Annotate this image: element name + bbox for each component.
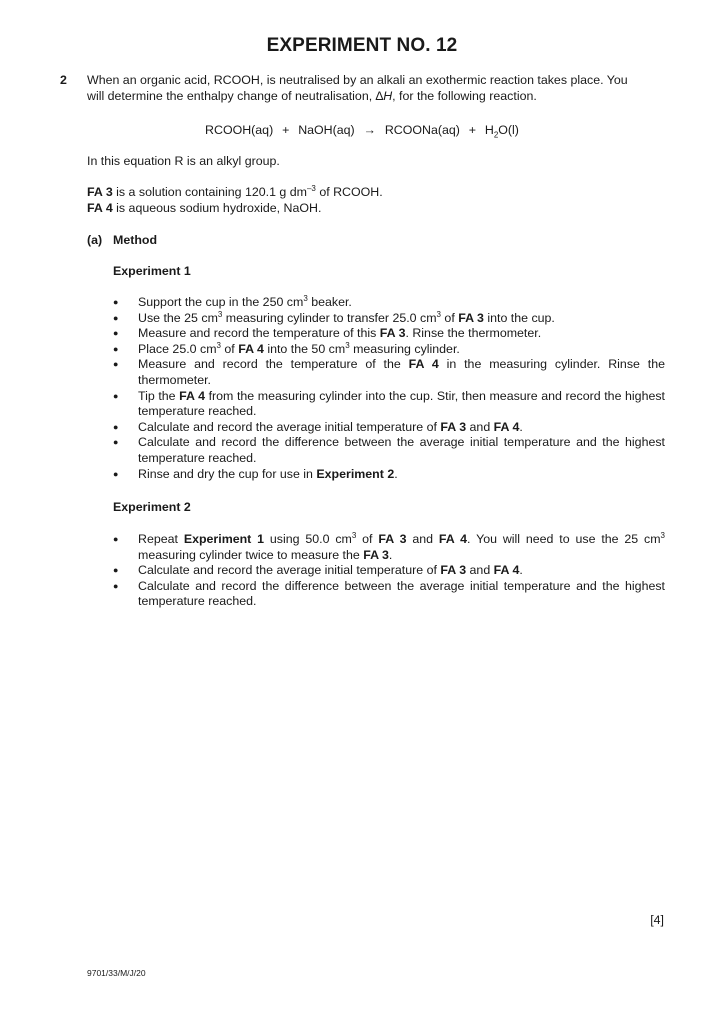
- list-item: [113, 579, 665, 610]
- fa3-text: is a solution containing 120.1 g dm: [112, 185, 307, 199]
- step-text: measuring cylinder.: [349, 341, 460, 356]
- step-bold: FA 3: [363, 547, 389, 562]
- step-text: Measure and record the temperature of the: [138, 357, 409, 372]
- step-text: of: [356, 532, 379, 546]
- step-text: Rinse and dry the cup for use in: [138, 466, 317, 481]
- experiment-2-steps: [113, 532, 665, 610]
- step-text: measuring cylinder to transfer 25.0 cm: [222, 310, 437, 325]
- marks-allocation: [4]: [650, 913, 664, 927]
- superscript: 3: [660, 530, 665, 540]
- list-item: [113, 357, 665, 388]
- experiment-1-heading: Experiment 1: [113, 264, 191, 278]
- superscript: 3: [303, 293, 308, 303]
- step-bold: FA 4: [238, 341, 264, 356]
- step-text: Use the 25 cm: [138, 310, 218, 325]
- list-item: [113, 295, 665, 311]
- step-bold: FA 4: [493, 419, 520, 434]
- step-text: of: [220, 341, 239, 356]
- experiment-1-steps: [113, 295, 665, 482]
- part-letter: (a): [87, 233, 103, 247]
- step-text: .: [388, 547, 393, 562]
- superscript: 3: [436, 309, 441, 319]
- question-intro: [87, 73, 667, 104]
- enthalpy-symbol: H: [383, 88, 393, 103]
- step-bold: FA 3: [378, 532, 407, 546]
- step-text: Calculate and record the average initial temperature of: [138, 419, 441, 434]
- step-text: .: [394, 466, 398, 481]
- step-text: Support the cup in the 250 cm: [138, 295, 304, 309]
- step-bold: FA 4: [408, 357, 439, 372]
- list-item: [113, 435, 665, 466]
- r-group-note: In this equation R is an alkyl group.: [87, 154, 280, 168]
- page-title: EXPERIMENT NO. 12: [266, 35, 458, 56]
- superscript: 3: [345, 340, 350, 350]
- step-text: into the 50 cm: [263, 341, 346, 356]
- equation-text: RCOOH(aq) + NaOH(aq) → RCOONa(aq) + H: [205, 123, 494, 137]
- step-text: in the measuring cylinder. Rinse the thermometer.: [138, 357, 665, 387]
- list-item: [113, 420, 665, 436]
- step-text: and: [466, 563, 494, 578]
- solutions-description: [87, 185, 667, 216]
- step-bold: FA 3: [440, 563, 467, 578]
- intro-line-1: When an organic acid, RCOOH, is neutralised by an alkali an exothermic reaction takes place. You: [87, 73, 628, 87]
- intro-line-2: will determine the enthalpy change of neutralisation,: [87, 88, 376, 103]
- list-item: [113, 389, 665, 420]
- step-text: beaker.: [307, 295, 352, 309]
- intro-line-2-end: , for the following reaction.: [392, 88, 537, 103]
- equation-end: O(l): [498, 123, 519, 137]
- reaction-equation: [0, 123, 724, 139]
- list-item: [113, 311, 665, 327]
- step-bold: FA 4: [438, 532, 467, 546]
- fa3-superscript: –3: [306, 183, 316, 193]
- step-bold: Experiment 1: [183, 532, 265, 546]
- step-text: Tip the: [138, 388, 180, 403]
- step-text: . You will need to use the 25 cm: [467, 532, 661, 546]
- fa4-label: FA 4: [87, 200, 113, 215]
- step-bold: FA 3: [458, 310, 484, 325]
- step-text: Calculate and record the average initial temperature of: [138, 563, 441, 578]
- fa3-description: [87, 185, 667, 201]
- question-number: 2: [60, 73, 67, 87]
- fa4-text: is aqueous sodium hydroxide, NaOH.: [112, 200, 322, 215]
- list-item: [113, 467, 665, 483]
- equation-subscript: 2: [493, 130, 499, 140]
- step-text: into the cup.: [483, 310, 555, 325]
- part-title: Method: [113, 233, 158, 247]
- step-text: Place 25.0 cm: [138, 341, 217, 356]
- part-a-heading: [87, 233, 667, 249]
- superscript: 3: [217, 309, 223, 319]
- step-text: and: [406, 532, 439, 546]
- superscript: 3: [351, 530, 357, 540]
- step-text: Calculate and record the difference between the average initial temperature and the highest temperature reached.: [138, 435, 665, 465]
- step-text: . Rinse the thermometer.: [405, 326, 542, 341]
- step-bold: FA 4: [179, 388, 206, 403]
- fa3-text-end: of RCOOH.: [315, 185, 383, 199]
- step-bold: FA 4: [493, 563, 520, 578]
- step-bold: FA 3: [379, 326, 406, 341]
- step-text: measuring cylinder twice to measure the: [138, 547, 364, 562]
- step-bold: Experiment 2: [316, 466, 395, 481]
- delta-symbol: ∆: [375, 88, 384, 103]
- fa4-description: [87, 201, 667, 217]
- list-item: [113, 326, 665, 342]
- step-text: Repeat: [138, 532, 184, 546]
- list-item: [113, 532, 665, 563]
- step-text: using 50.0 cm: [264, 532, 352, 546]
- step-text: .: [519, 563, 523, 578]
- step-text: of: [440, 310, 459, 325]
- step-bold: FA 3: [440, 419, 467, 434]
- list-item: [113, 563, 665, 579]
- fa3-label: FA 3: [87, 185, 113, 199]
- superscript: 3: [216, 340, 221, 350]
- experiment-2-heading: Experiment 2: [113, 500, 191, 514]
- step-text: .: [519, 419, 523, 434]
- step-text: and: [466, 419, 494, 434]
- list-item: [113, 342, 665, 358]
- paper-code: 9701/33/M/J/20: [87, 968, 146, 978]
- step-text: Measure and record the temperature of this: [138, 326, 380, 341]
- step-text: Calculate and record the difference between the average initial temperature and the highest temperature reached.: [138, 578, 665, 609]
- step-text: from the measuring cylinder into the cup. Stir, then measure and record the highest temperature reached.: [138, 388, 665, 419]
